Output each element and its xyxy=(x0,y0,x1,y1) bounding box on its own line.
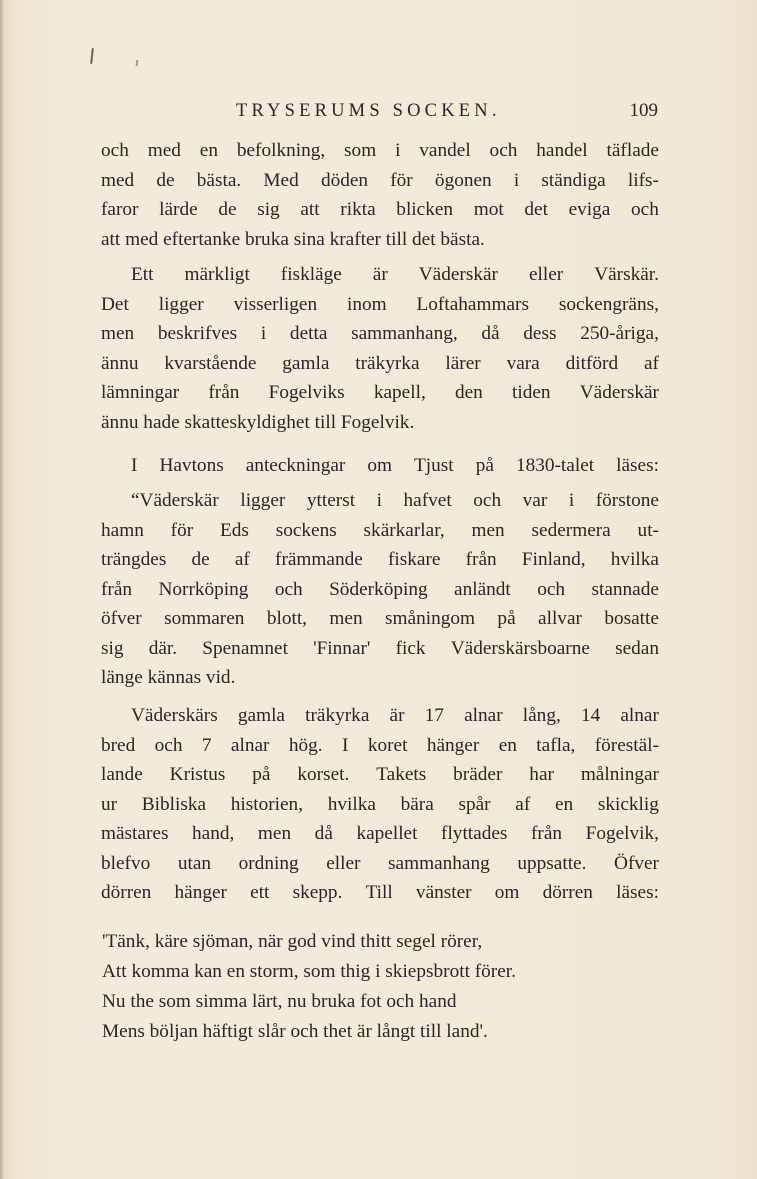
paragraph-2 xyxy=(101,260,659,437)
paragraph-1 xyxy=(101,136,659,254)
text-line: I Havtons anteckningar om Tjust på 1830-talet läses: xyxy=(131,455,659,476)
ink-mark-small xyxy=(136,60,139,66)
verse-line: 'Tänk, käre sjöman, när god vind thitt segel rörer, xyxy=(102,931,483,952)
paragraph-5 xyxy=(101,701,659,908)
text-line: att med eftertanke bruka sina krafter till det bästa. xyxy=(101,228,485,250)
text-line: och med en befolkning, som i vandel och handel täflade xyxy=(101,140,659,161)
text-line: länge kännas vid. xyxy=(101,667,236,688)
text-line: från Norrköping och Söderköping anländt och stannade xyxy=(101,578,659,600)
verse-inscription xyxy=(102,927,516,1047)
text-line: bred och 7 alnar hög. I koret hänger en tafla, förestäl- xyxy=(101,734,659,756)
text-line: trängdes de af främmande fiskare från Finland, hvilka xyxy=(101,549,659,570)
text-line: lämningar från Fogelviks kapell, den tiden Väderskär xyxy=(101,382,659,403)
paragraph-3 xyxy=(101,451,659,481)
text-line: öfver sommaren blott, men småningom på allvar bosatte xyxy=(101,608,659,629)
text-line: hamn för Eds sockens skärkarlar, men sedermera ut- xyxy=(101,519,659,541)
text-line: faror lärde de sig att rikta blicken mot det eviga och xyxy=(101,199,659,220)
page-header xyxy=(102,96,658,126)
text-line: dörren hänger ett skepp. Till vänster om dörren läses: xyxy=(101,882,659,903)
running-title: TRYSERUMS SOCKEN. xyxy=(236,101,501,121)
text-line: mästares hand, men då kapellet flyttades från Fogelvik, xyxy=(101,823,659,844)
text-line: Ett märkligt fiskläge är Väderskär eller Värskär. xyxy=(131,264,659,285)
text-line: ännu hade skatteskyldighet till Fogelvik. xyxy=(101,411,415,433)
text-line: blefvo utan ordning eller sammanhang uppsatte. Öfver xyxy=(101,852,659,874)
text-line: ännu kvarstående gamla träkyrka lärer vara ditförd af xyxy=(101,352,659,374)
text-line: men beskrifves i detta sammanhang, då dess 250-åriga, xyxy=(101,323,659,344)
paragraph-4-quote xyxy=(101,486,659,693)
page-number: 109 xyxy=(629,100,658,121)
page-spine-shadow xyxy=(0,0,4,1179)
text-line: sig där. Spenamnet 'Finnar' fick Väderskärsboarne sedan xyxy=(101,637,659,659)
text-line: Det ligger visserligen inom Loftahammars sockengräns, xyxy=(101,293,659,315)
text-line: Väderskärs gamla träkyrka är 17 alnar lång, 14 alnar xyxy=(131,705,659,726)
verse-line: Mens böljan häftigt slår och thet är långt till land'. xyxy=(102,1021,488,1042)
ink-mark xyxy=(90,48,94,64)
verse-line: Nu the som simma lärt, nu bruka fot och hand xyxy=(102,991,457,1012)
text-line: ur Bibliska historien, hvilka bära spår af en skicklig xyxy=(101,793,659,815)
text-line: med de bästa. Med döden för ögonen i ständiga lifs- xyxy=(101,169,659,191)
verse-line: Att komma kan en storm, som thig i skiepsbrott förer. xyxy=(102,961,516,982)
text-line: lande Kristus på korset. Takets bräder har målningar xyxy=(101,764,659,785)
text-line: “Väderskär ligger ytterst i hafvet och var i förstone xyxy=(131,490,659,511)
